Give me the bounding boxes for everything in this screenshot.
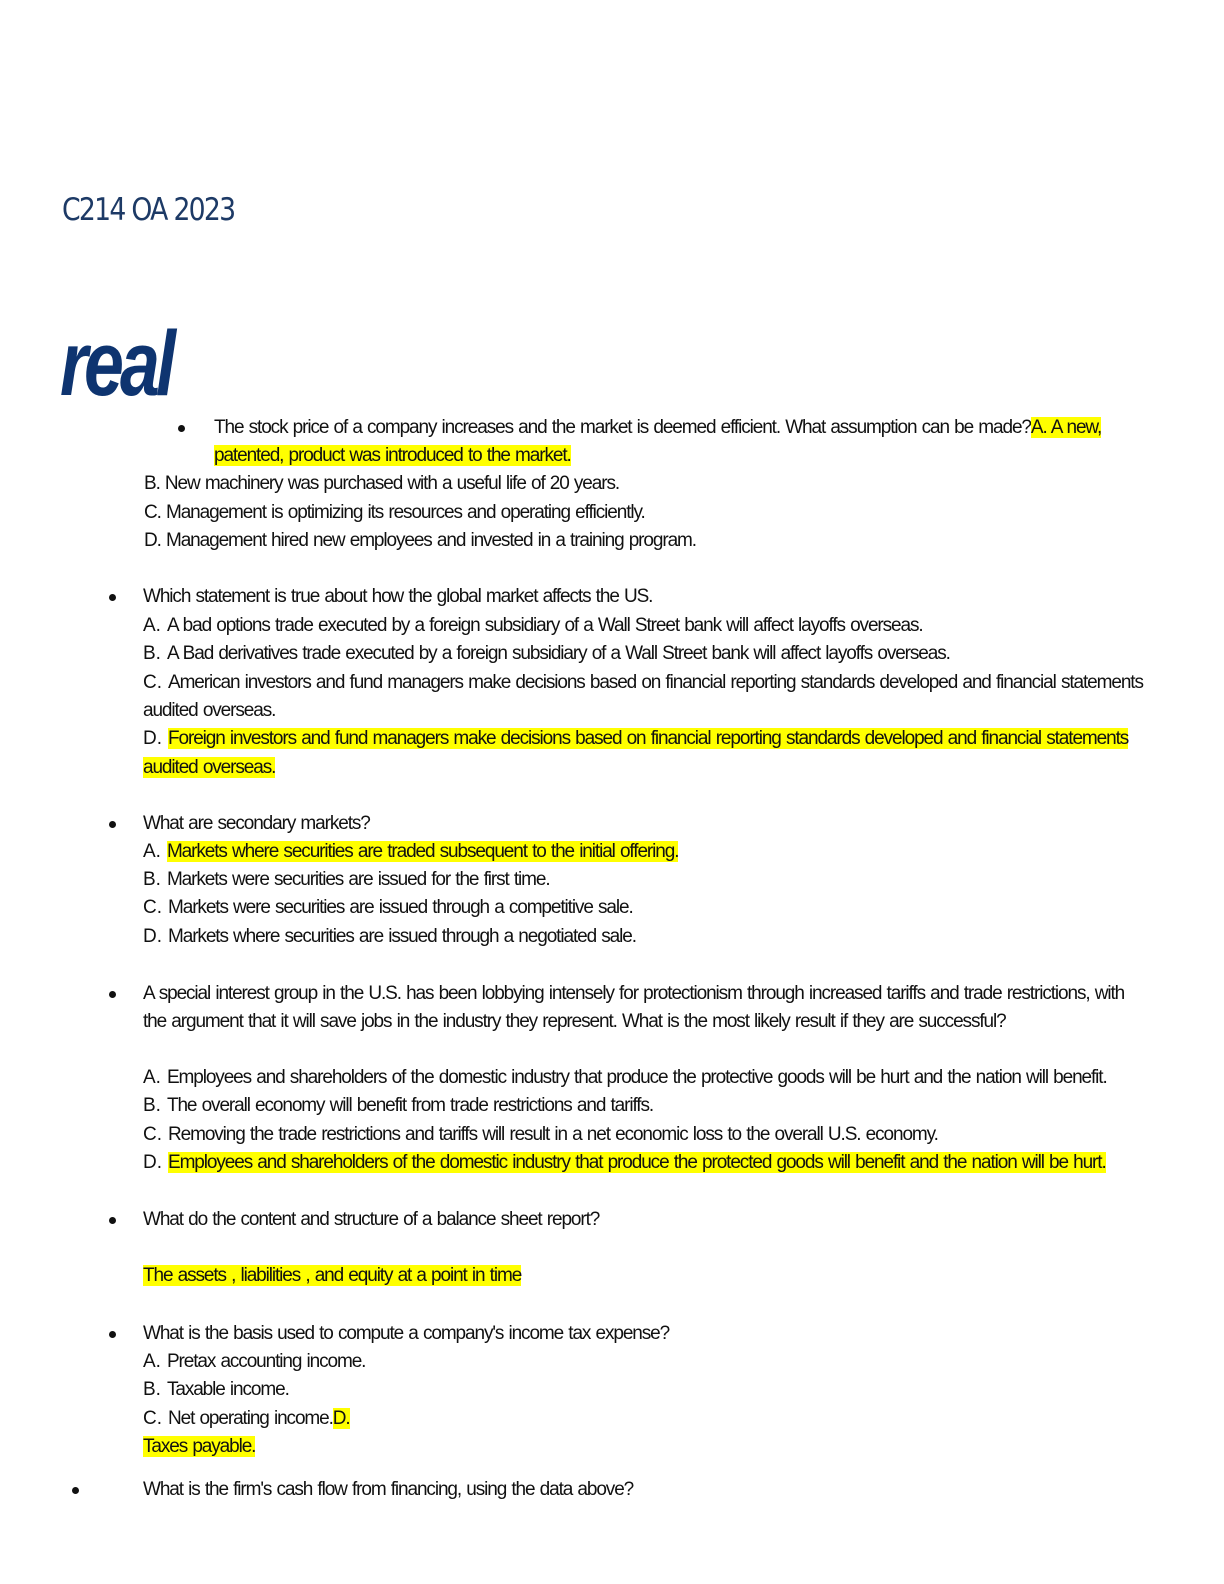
q1-option-c: C. Management is optimizing its resources and operating efficiently. bbox=[144, 502, 645, 523]
q1-question-text: The stock price of a company increases and the market is deemed efficient. What assumption can be made? bbox=[214, 417, 1031, 438]
option-letter: C. bbox=[143, 1124, 162, 1145]
bullet-icon bbox=[109, 991, 116, 998]
q2-answer-cont: audited overseas. bbox=[143, 757, 276, 778]
q1-answer-cont bbox=[214, 442, 571, 470]
q3-option-b bbox=[143, 866, 550, 894]
q2-option-b bbox=[143, 640, 950, 668]
option-letter: B. bbox=[143, 1095, 161, 1116]
q6-answer-line bbox=[143, 1433, 255, 1461]
page-title: C214 OA 2023 bbox=[62, 192, 235, 228]
q6-answer-letter: D. bbox=[332, 1408, 350, 1429]
q7-question: What is the firm's cash flow from financing, using the data above? bbox=[143, 1479, 634, 1500]
option-letter: A. bbox=[143, 615, 161, 636]
bullet-icon bbox=[109, 1217, 116, 1224]
option-letter: C. bbox=[143, 897, 162, 918]
q4-option-d bbox=[143, 1149, 1106, 1177]
q4-option-a bbox=[143, 1064, 1107, 1092]
q3-option-d bbox=[143, 923, 636, 951]
logo-wordmark: real bbox=[60, 313, 173, 415]
option-text: A Bad derivatives trade executed by a foreign subsidiary of a Wall Street bank will affect layoffs overseas. bbox=[166, 643, 950, 664]
option-text: Employees and shareholders of the domestic industry that produce the protective goods will be hurt and the nation will benefit. bbox=[166, 1067, 1107, 1088]
q5-question: What do the content and structure of a balance sheet report? bbox=[143, 1209, 600, 1230]
q2-question: Which statement is true about how the global market affects the US. bbox=[143, 586, 653, 607]
q3-option-c bbox=[143, 894, 633, 922]
option-letter: D. bbox=[143, 926, 162, 947]
q2-option-d-cont bbox=[143, 754, 275, 782]
bullet-icon bbox=[109, 594, 116, 601]
bullet-icon bbox=[72, 1487, 79, 1494]
q4-option-c bbox=[143, 1121, 938, 1149]
option-text: American investors and fund managers make decisions based on financial reporting standards developed and financial statements bbox=[168, 672, 1143, 693]
bullet-icon bbox=[109, 1331, 116, 1338]
q6-option-a bbox=[143, 1348, 365, 1376]
bullet-icon bbox=[178, 425, 185, 432]
option-letter: A. bbox=[143, 1351, 161, 1372]
q6-option-b bbox=[143, 1376, 289, 1404]
option-text: A bad options trade executed by a foreign subsidiary of a Wall Street bank will affect layoffs overseas. bbox=[166, 615, 923, 636]
q1-option-d: D. Management hired new employees and invested in a training program. bbox=[144, 530, 696, 551]
q4-answer: Employees and shareholders of the domestic industry that produce the protected goods will benefit and the nation will be hurt. bbox=[168, 1152, 1106, 1173]
option-text: Markets where securities are issued through a negotiated sale. bbox=[168, 926, 636, 947]
option-letter: C. bbox=[143, 1408, 162, 1429]
option-letter: A. bbox=[143, 841, 161, 862]
q2-option-c bbox=[143, 669, 1143, 697]
q4-question-cont: the argument that it will save jobs in the industry they represent. What is the most likely result if they are successful? bbox=[143, 1011, 1006, 1032]
bullet-icon bbox=[109, 821, 116, 828]
option-letter: C. bbox=[143, 672, 162, 693]
option-text: Removing the trade restrictions and tariffs will result in a net economic loss to the overall U.S. economy. bbox=[168, 1124, 938, 1145]
option-text: The overall economy will benefit from trade restrictions and tariffs. bbox=[166, 1095, 654, 1116]
q6-option-c bbox=[143, 1405, 350, 1433]
option-letter: B. bbox=[143, 1379, 161, 1400]
option-letter: A. bbox=[143, 1067, 161, 1088]
q3-option-a bbox=[143, 838, 678, 866]
q1-answer-start: A. A new, bbox=[1030, 417, 1102, 438]
q4-question: A special interest group in the U.S. has been lobbying intensely for protectionism through increased tariffs and trade restrictions, with bbox=[143, 983, 1125, 1004]
q3-answer: Markets where securities are traded subsequent to the initial offering. bbox=[166, 841, 679, 862]
q1-option-b: B. New machinery was purchased with a useful life of 20 years. bbox=[144, 473, 620, 494]
option-text: Net operating income. bbox=[168, 1408, 333, 1429]
q5-answer-line bbox=[143, 1262, 521, 1290]
q6-question: What is the basis used to compute a company's income tax expense? bbox=[143, 1323, 670, 1344]
q1-answer-cont-text: patented, product was introduced to the market. bbox=[214, 445, 571, 466]
q3-question: What are secondary markets? bbox=[143, 813, 370, 834]
option-letter: B. bbox=[143, 869, 161, 890]
option-text: Pretax accounting income. bbox=[166, 1351, 366, 1372]
q1-question bbox=[214, 414, 1101, 442]
q6-answer: Taxes payable. bbox=[143, 1436, 256, 1457]
q2-option-a bbox=[143, 612, 923, 640]
option-letter: D. bbox=[143, 1152, 162, 1173]
q2-answer: Foreign investors and fund managers make decisions based on financial reporting standards developed and financial statements bbox=[168, 728, 1129, 749]
option-text: Taxable income. bbox=[166, 1379, 289, 1400]
option-text: Markets were securities are issued for the first time. bbox=[166, 869, 550, 890]
q2-option-d bbox=[143, 725, 1128, 753]
q4-option-b bbox=[143, 1092, 653, 1120]
option-letter: D. bbox=[143, 728, 162, 749]
option-letter: B. bbox=[143, 643, 161, 664]
q5-answer: The assets , liabilities , and equity at a point in time bbox=[143, 1265, 522, 1286]
option-text: Markets were securities are issued through a competitive sale. bbox=[168, 897, 633, 918]
q2-option-c-cont: audited overseas. bbox=[143, 700, 276, 721]
